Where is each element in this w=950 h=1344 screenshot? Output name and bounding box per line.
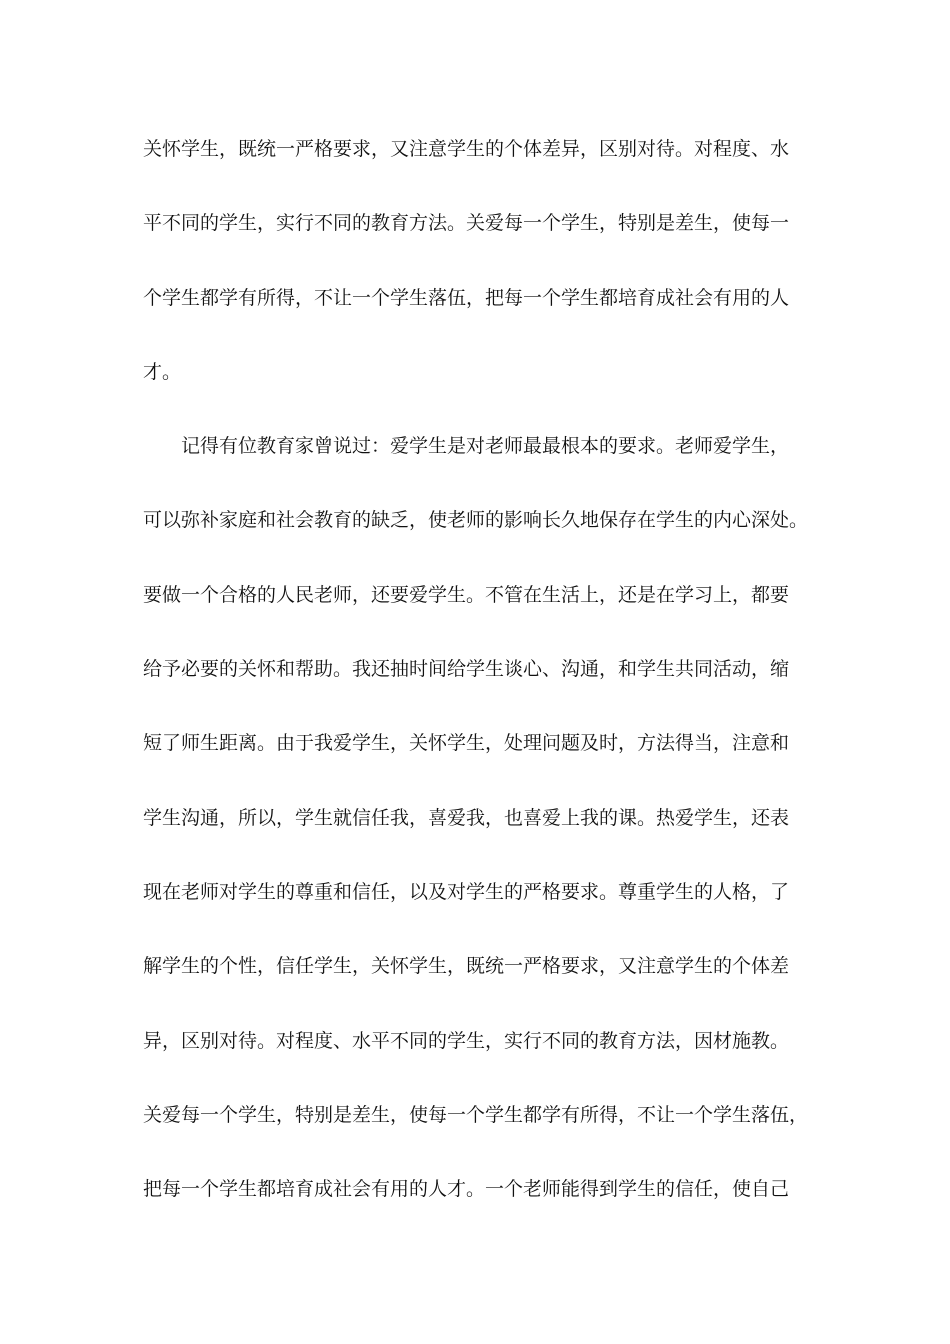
text-line: 关爱每一个学生，特别是差生，使每一个学生都学有所得，不让一个学生落伍， (143, 1103, 809, 1126)
text-line: 可以弥补家庭和社会教育的缺乏，使老师的影响长久地保存在学生的内心深处。 (143, 509, 809, 532)
text-line: 把每一个学生都培育成社会有用的人才。一个老师能得到学生的信任，使自己 (143, 1178, 790, 1201)
text-line: 异，区别对待。对程度、水平不同的学生，实行不同的教育方法，因材施教。 (143, 1029, 790, 1052)
text-line: 现在老师对学生的尊重和信任，以及对学生的严格要求。尊重学生的人格，了 (143, 880, 790, 903)
paragraph-start-line: 记得有位教育家曾说过：爱学生是对老师最最根本的要求。老师爱学生， (181, 435, 790, 458)
body-text (143, 131, 823, 1245)
text-line: 才。 (143, 360, 182, 383)
text-line: 给予必要的关怀和帮助。我还抽时间给学生谈心、沟通，和学生共同活动，缩 (143, 658, 790, 681)
text-line: 要做一个合格的人民老师，还要爱学生。不管在生活上，还是在学习上，都要 (143, 583, 790, 606)
text-line: 平不同的学生，实行不同的教育方法。关爱每一个学生，特别是差生，使每一 (143, 212, 790, 235)
text-line: 短了师生距离。由于我爱学生，关怀学生，处理问题及时，方法得当，注意和 (143, 732, 790, 755)
text-line: 关怀学生，既统一严格要求，又注意学生的个体差异，区别对待。对程度、水 (143, 138, 790, 160)
text-line: 学生沟通，所以，学生就信任我，喜爱我，也喜爱上我的课。热爱学生，还表 (143, 806, 790, 829)
text-line: 个学生都学有所得，不让一个学生落伍，把每一个学生都培育成社会有用的人 (143, 286, 790, 309)
text-line: 解学生的个性，信任学生，关怀学生，既统一严格要求，又注意学生的个体差 (143, 955, 790, 978)
